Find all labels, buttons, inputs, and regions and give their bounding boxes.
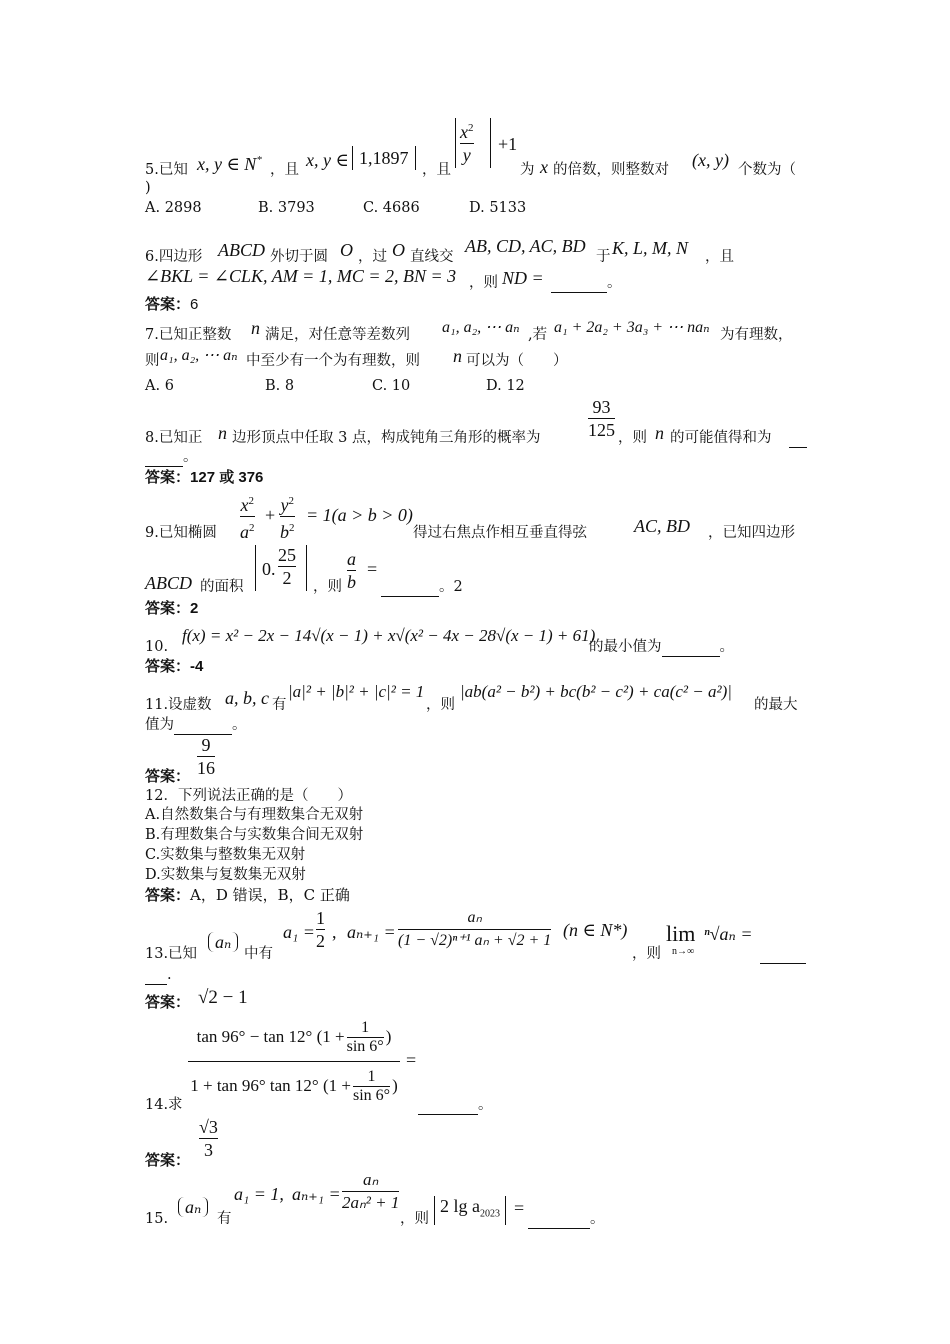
p6-points: K, L, M, N: [612, 238, 689, 258]
p9-text-e: ，则: [313, 579, 342, 595]
p8-blank-a: [789, 429, 807, 448]
p13-lim: lim: [666, 921, 696, 946]
p5-text-c: ，且: [422, 162, 451, 178]
p9-blank: 。2: [381, 578, 463, 597]
p9-text-a: 9.已知椭圆: [145, 525, 217, 541]
p9-ratio: a b: [347, 549, 356, 592]
p13-answer-label: 答案：: [145, 994, 191, 1011]
p6-text-e: 于: [596, 249, 611, 265]
p13-text-a: 13.已知: [145, 946, 198, 962]
p7-text-d: 为有理数，: [720, 327, 793, 343]
p6-cond: ∠BKL = ∠CLK, AM = 1, MC = 2, BN = 3: [145, 266, 457, 286]
p14-eq: =: [406, 1050, 417, 1070]
p7-text-b: 满足，对任意等差数列: [265, 327, 410, 343]
p9-ellipse-frac1: $x^2$ $a^2$: [240, 495, 255, 542]
p6-answer: 答案：6: [145, 296, 199, 313]
p7-text-f: 中至少有一个为有理数，则: [246, 353, 420, 369]
p14-answer-frac: √3 3: [199, 1117, 218, 1160]
p7-option-c: C. 10: [372, 378, 411, 394]
p6-target: ND =: [502, 268, 544, 288]
p15-text-a: 15.: [145, 1211, 169, 1227]
p6-text-a: 6.四边形: [145, 249, 203, 265]
p13-root: ⁿ√aₙ =: [704, 924, 753, 944]
p6-text-c: ，过: [358, 249, 387, 265]
p9-text-c: ，已知四边形: [708, 525, 795, 541]
p12-option-d: D.实数集与复数集无双射: [145, 867, 306, 883]
p15-blank: 。: [528, 1210, 605, 1229]
p12-answer: 答案：A，D 错误，B，C 正确: [145, 886, 350, 904]
p9-ellipse-frac2: $y^2$ $b^2$: [280, 495, 295, 542]
p5-text-b: ，且: [270, 162, 299, 178]
p7-option-b: B. 8: [265, 378, 295, 394]
p13-lim-sub: n→∞: [672, 946, 695, 957]
p9-area-a: 0.: [262, 559, 276, 579]
p7-seq2: a₁, a₂, ⋯ aₙ: [160, 347, 238, 364]
p6-lines: AB, CD, AC, BD: [465, 236, 586, 256]
p6-text-b: 外切于圆: [270, 249, 328, 265]
p5-option-b: B. 3793: [258, 200, 315, 216]
p13-seq: aₙ: [208, 932, 238, 952]
p8-var-n: n: [218, 423, 227, 443]
p11-text-a: 11.设虚数: [145, 697, 212, 713]
p11-answer-frac: 9 16: [197, 735, 215, 778]
p13-half: 1 2: [316, 908, 325, 951]
p10-text-b: 的最小值为 。: [589, 639, 734, 655]
p7-option-d: D. 12: [486, 378, 525, 394]
p14-expression: tan 96° − tan 12° (1 + 1 sin 6° ) 1 + tan 96° tan 12° (1 + 1 sin 6° ): [188, 1013, 400, 1110]
p15-floor: 2 $\lg a_{2023}$: [434, 1196, 506, 1225]
p5-text-a: 5.已知: [145, 162, 188, 178]
p6-blank: 。: [551, 274, 622, 293]
p7-text-e: 则: [145, 353, 160, 369]
p13-a1: a₁ =: [283, 922, 315, 942]
p11-text-e: 值为 。: [145, 717, 247, 733]
p11-answer-label: 答案：: [145, 768, 191, 785]
p13-text-c: ，则: [632, 946, 661, 962]
p12-option-c: C.实数集与整数集无双射: [145, 847, 306, 863]
p14-answer-label: 答案：: [145, 1152, 191, 1169]
p11-expr: |ab(a² − b²) + bc(b² − c²) + ca(c² − a²)|: [460, 682, 732, 701]
p9-area-frac: 25 2: [278, 545, 296, 588]
p13-comma: ,: [332, 922, 337, 942]
p15-seq: aₙ: [178, 1197, 208, 1217]
p10-answer: 答案：-4: [145, 658, 204, 675]
p8-text-d: 的可能值得和为: [670, 430, 772, 446]
p5-option-d: D. 5133: [469, 200, 527, 216]
p9-answer: 答案：2: [145, 600, 199, 617]
p12-option-b: B.有理数集合与实数集合间无双射: [145, 827, 364, 843]
p9-text-d: 的面积: [200, 579, 244, 595]
p13-rec-left: aₙ₊₁ =: [347, 922, 396, 942]
p11-text-b: 有: [272, 697, 287, 713]
p13-rec-cond: (n ∈ N*): [563, 920, 628, 940]
p8-text-a: 8.已知正: [145, 430, 203, 446]
p7-var-n: n: [251, 318, 260, 338]
p11-text-d: 的最大: [754, 697, 798, 713]
p11-text-c: ，则: [426, 697, 455, 713]
p5-text-d: 为: [520, 162, 535, 178]
p5-math-b: x, y ∈: [306, 150, 349, 170]
p15-rec-frac: aₙ 2aₙ² + 1: [342, 1170, 400, 1212]
p7-option-a: A. 6: [145, 378, 174, 394]
p15-a1: a₁ = 1,: [234, 1184, 284, 1204]
p12-option-a: A.自然数集合与有理数集合无双射: [145, 807, 364, 823]
p6-circle2: O: [392, 240, 405, 260]
p10-text-a: 10.: [145, 639, 169, 655]
p11-cond: |a|² + |b|² + |c|² = 1: [288, 682, 425, 701]
p5-range: 1,1897: [352, 146, 416, 170]
p5-math-a: x, y ∈ N*: [197, 154, 262, 174]
p5-option-a: A. 2898: [145, 200, 202, 216]
p6-text-f: ，且: [705, 249, 734, 265]
p13-blank-a: [760, 945, 806, 964]
p5-text-e: 的倍数，则整数对: [553, 162, 669, 178]
p11-vars: a, b, c: [225, 688, 269, 708]
p9-plus: +: [265, 505, 276, 525]
p13-text-b: 中有: [244, 946, 273, 962]
p7-text-c: ,若: [528, 327, 548, 343]
p6-text-d: 直线交: [410, 249, 454, 265]
p9-eq: =: [367, 559, 378, 579]
p13-answer: √2 − 1: [198, 987, 248, 1008]
p7-text-a: 7.已知正整数: [145, 327, 232, 343]
p9-text-b: 得过右焦点作相互垂直得弦: [413, 525, 587, 541]
p7-text-g: 可以为（ ）: [466, 353, 568, 369]
p12-text: 12．下列说法正确的是（ ）: [145, 788, 352, 804]
p15-text-b: 有: [217, 1211, 232, 1227]
p8-var-n2: n: [655, 423, 664, 443]
p7-var-n2: n: [453, 346, 462, 366]
p5-pair: (x, y): [692, 150, 729, 170]
p9-chords: AC, BD: [634, 516, 690, 536]
p13-blank-b: .: [145, 966, 172, 985]
p8-text-b: 边形顶点中任取 3 点，构成钝角三角形的概率为: [232, 430, 541, 446]
p14-blank: 。: [418, 1096, 493, 1115]
p6-quad: ABCD: [218, 240, 265, 260]
p8-text-c: ，则: [618, 430, 647, 446]
p8-fraction: 93 125: [588, 397, 615, 440]
p5-plus-one: +1: [498, 134, 518, 154]
p6-text-g: ，则: [469, 275, 498, 291]
p8-answer: 答案：127 或 376: [145, 469, 264, 486]
p5-text-f: 个数为（: [738, 162, 796, 178]
p15-rec-left: aₙ₊₁ =: [292, 1184, 341, 1204]
p7-sum: a₁ + 2a₂ + 3a₃ + ⋯ naₙ: [554, 319, 710, 336]
p10-function: f(x) = x² − 2x − 14√(x − 1) + x√(x² − 4x − 28√(x − 1) + 61): [182, 626, 596, 645]
p7-seq: a₁, a₂, ⋯ aₙ: [442, 319, 520, 336]
p15-eq: =: [514, 1198, 525, 1218]
p15-text-c: ，则: [400, 1211, 429, 1227]
p5-floor-frac: $x^2$ y: [460, 122, 474, 165]
p14-text-a: 14.求: [145, 1097, 183, 1113]
p5-text-g: ): [145, 180, 151, 196]
p13-rec-frac: aₙ (1 − √2)ⁿ⁺¹ aₙ + √2 + 1: [398, 909, 552, 949]
p9-quad: ABCD: [145, 573, 192, 593]
p8-blank-b: 。: [145, 448, 198, 467]
p5-var-x: x: [540, 157, 548, 177]
p5-option-c: C. 4686: [363, 200, 420, 216]
p6-circle: O: [340, 240, 353, 260]
p9-ellipse-rest: = 1(a > b > 0): [306, 505, 413, 525]
